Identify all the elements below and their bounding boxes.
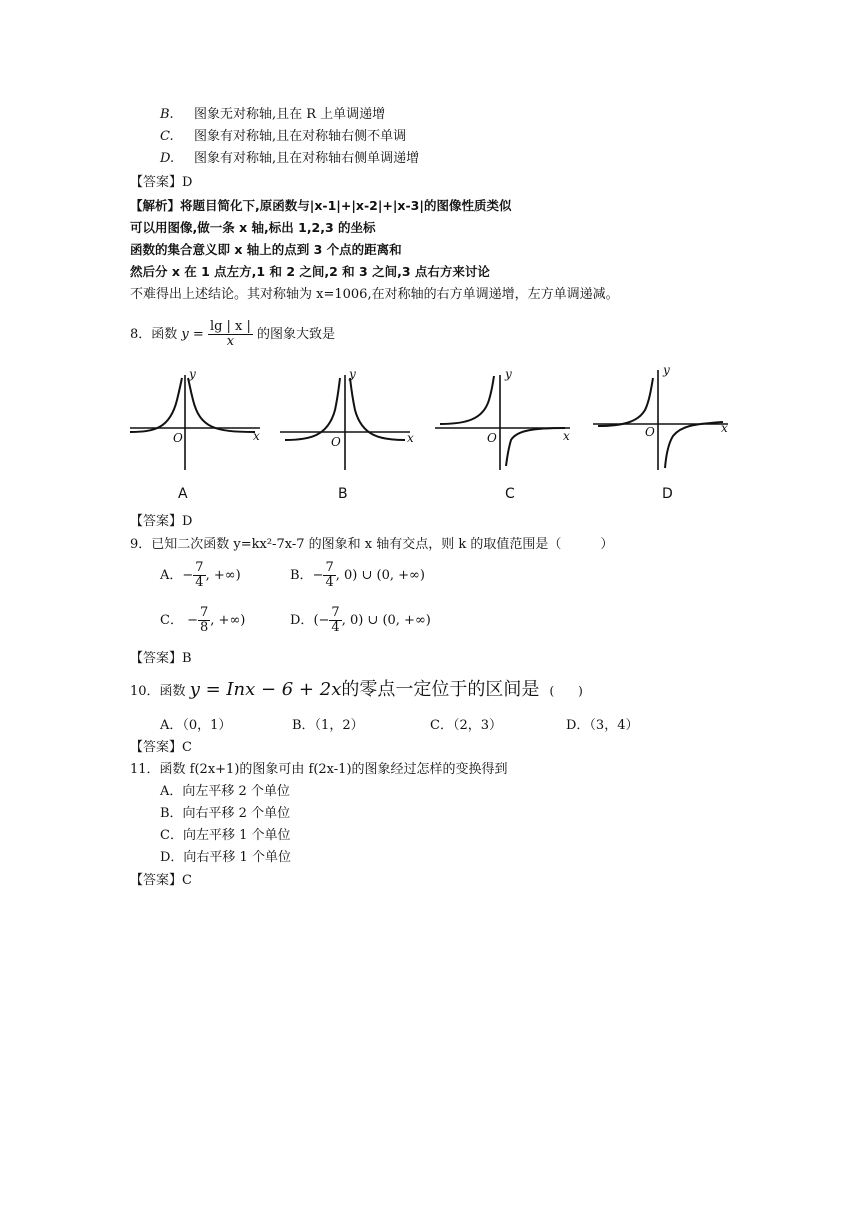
q7-analysis-line-4: 然后分 x 在 1 点左方,1 和 2 之间,2 和 3 之间,3 点右方来讨论 <box>130 264 490 279</box>
q9-option-c: C． − $\frac{7}{8}$ , +∞) <box>160 605 246 635</box>
svg-text:x: x <box>407 431 414 445</box>
q11-answer: 【答案】C <box>130 873 192 888</box>
svg-text:y: y <box>189 367 196 381</box>
svg-text:O: O <box>173 431 183 445</box>
svg-text:x: x <box>253 429 260 443</box>
graph-label-b: B <box>338 486 348 502</box>
graph-d <box>593 370 728 470</box>
q10-option-d: D．（3，4） <box>566 718 639 733</box>
q9-option-d: D．(− $\frac{7}{4}$ , 0) ∪ (0, +∞) <box>290 605 431 635</box>
q7-analysis-line-3: 函数的集合意义即 x 轴上的点到 3 个点的距离和 <box>130 242 402 257</box>
graph-label-a: A <box>178 486 188 502</box>
q7-option-d: D. 图象有对称轴,且在对称轴右侧单调递增 <box>160 151 420 166</box>
graph-label-d: D <box>662 486 673 502</box>
q8-graphs <box>125 360 745 480</box>
q7-analysis-line-1: 【解析】将题目简化下,原函数与|x-1|+|x-2|+|x-3|的图像性质类似 <box>130 198 512 213</box>
q7-conclusion: 不难得出上述结论。其对称轴为 x=1006,在对称轴的右方单调递增，左方单调递减。 <box>130 287 619 302</box>
graph-c <box>435 375 570 470</box>
q9-stem: 9．已知二次函数 y=kx²-7x-7 的图象和 x 轴有交点，则 k 的取值范围是（ ） <box>130 537 614 552</box>
graph-b <box>280 375 410 470</box>
q7-option-c: C. 图象有对称轴,且在对称轴右侧不单调 <box>160 129 407 144</box>
svg-text:x: x <box>721 421 728 435</box>
graph-label-c: C <box>505 486 515 502</box>
svg-text:O: O <box>487 431 497 445</box>
q10-stem: 10．函数 y = Inx − 6 + 2x的零点一定位于的区间是 ( ) <box>130 679 583 700</box>
svg-text:y: y <box>663 363 670 377</box>
svg-text:y: y <box>349 367 356 381</box>
q10-option-b: B．（1，2） <box>292 718 364 733</box>
q10-option-a: A．（0，1） <box>160 718 232 733</box>
q9-option-b: B．− $\frac{7}{4}$ , 0) ∪ (0, +∞) <box>290 560 425 590</box>
svg-text:O: O <box>331 435 341 449</box>
svg-text:x: x <box>563 429 570 443</box>
q7-option-b: B. 图象无对称轴,且在 R 上单调递增 <box>160 107 386 122</box>
graph-a <box>130 375 260 470</box>
q11-option-c: C．向左平移 1 个单位 <box>160 828 291 843</box>
q8-stem: 8．函数 y = $\frac{\lg | x |}{x}$ 的图象大致是 <box>130 319 336 349</box>
q10-answer: 【答案】C <box>130 740 192 755</box>
q7-analysis-line-2: 可以用图像,做一条 x 轴,标出 1,2,3 的坐标 <box>130 220 376 235</box>
q11-option-d: D．向右平移 1 个单位 <box>160 850 291 865</box>
q11-option-b: B．向右平移 2 个单位 <box>160 806 291 821</box>
q7-answer: 【答案】D <box>130 175 193 190</box>
svg-text:y: y <box>505 367 512 381</box>
q9-answer: 【答案】B <box>130 651 192 666</box>
q10-option-c: C．（2，3） <box>430 718 502 733</box>
q8-fraction: $\frac{\lg | x |}{x}$ <box>209 319 251 349</box>
q8-answer: 【答案】D <box>130 514 193 529</box>
q11-stem: 11．函数 f(2x+1)的图象可由 f(2x-1)的图象经过怎样的变换得到 <box>130 762 508 777</box>
q9-option-a: A．− $\frac{7}{4}$ , +∞) <box>160 560 241 590</box>
svg-text:O: O <box>645 425 655 439</box>
q11-option-a: A．向左平移 2 个单位 <box>160 784 290 799</box>
